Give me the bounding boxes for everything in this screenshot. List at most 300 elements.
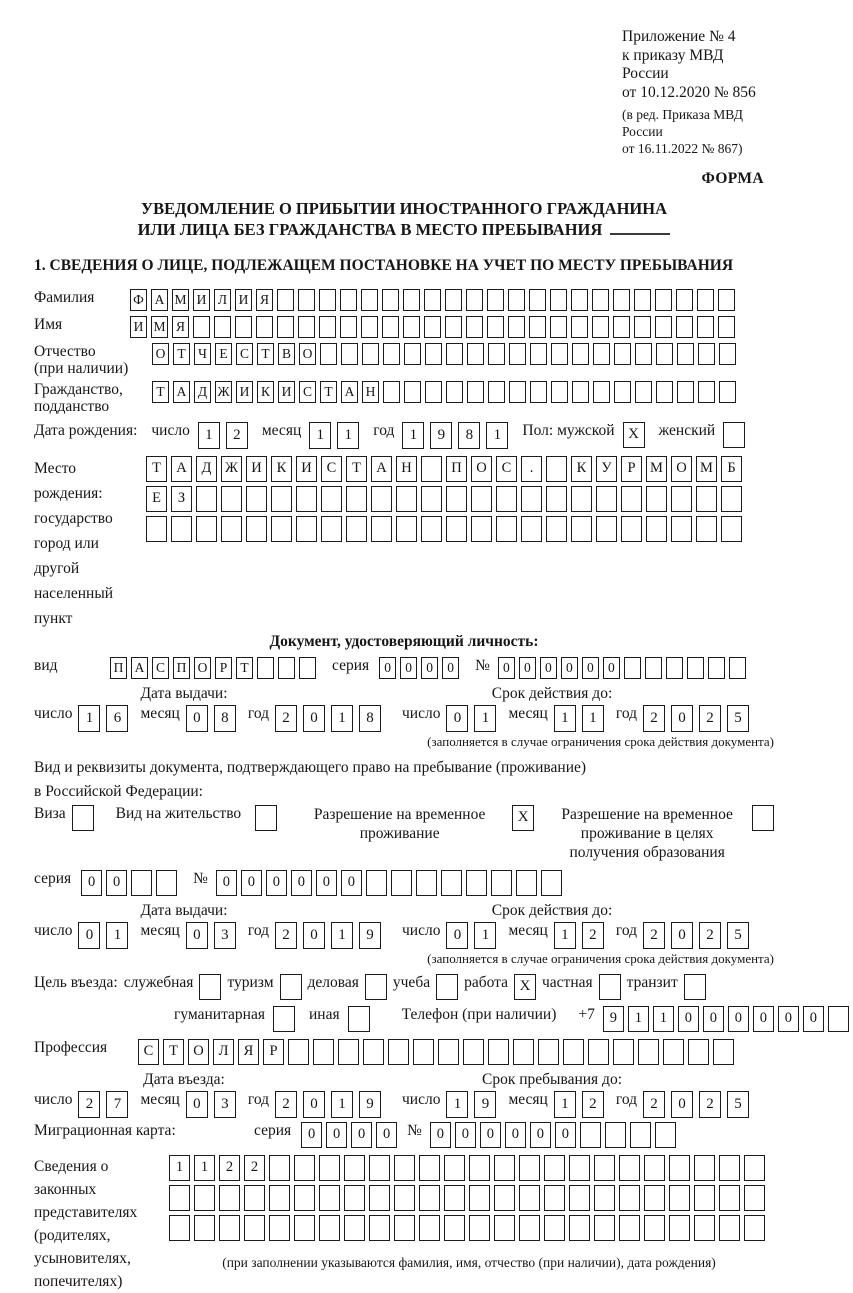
char-cell[interactable]: 1 <box>78 705 100 732</box>
char-cell[interactable]: 0 <box>303 705 325 732</box>
char-cell[interactable] <box>196 516 217 542</box>
char-cell[interactable] <box>394 1155 415 1181</box>
char-cell[interactable] <box>655 289 672 311</box>
checkbox-private[interactable] <box>599 974 621 1000</box>
char-cell[interactable]: 1 <box>169 1155 190 1181</box>
char-cell[interactable] <box>444 1155 465 1181</box>
char-cell[interactable]: О <box>471 456 492 482</box>
char-cell[interactable] <box>382 316 399 338</box>
char-cell[interactable]: 0 <box>498 657 515 679</box>
char-cell[interactable] <box>494 1215 515 1241</box>
char-cell[interactable]: М <box>646 456 667 482</box>
char-cell[interactable] <box>656 381 673 403</box>
char-cell[interactable] <box>338 1039 359 1065</box>
char-cell[interactable] <box>644 1215 665 1241</box>
char-cell[interactable] <box>296 516 317 542</box>
char-cell[interactable]: 1 <box>198 422 220 449</box>
char-cell[interactable] <box>369 1215 390 1241</box>
char-cell[interactable] <box>277 316 294 338</box>
char-cell[interactable] <box>278 657 295 679</box>
char-cell[interactable] <box>294 1155 315 1181</box>
char-cell[interactable] <box>614 381 631 403</box>
char-cell[interactable] <box>446 381 463 403</box>
checkbox-temp-residence-edu[interactable] <box>752 805 774 831</box>
char-cell[interactable] <box>596 516 617 542</box>
char-cell[interactable] <box>421 486 442 512</box>
char-cell[interactable] <box>721 516 742 542</box>
char-cell[interactable] <box>696 486 717 512</box>
char-cell[interactable] <box>421 456 442 482</box>
char-cell[interactable] <box>671 486 692 512</box>
char-cell[interactable] <box>677 343 694 365</box>
char-cell[interactable]: 0 <box>678 1006 699 1032</box>
char-cell[interactable] <box>396 516 417 542</box>
char-cell[interactable]: 0 <box>186 1091 208 1118</box>
char-cell[interactable]: Л <box>213 1039 234 1065</box>
char-cell[interactable] <box>413 1039 434 1065</box>
char-cell[interactable] <box>596 486 617 512</box>
char-cell[interactable]: К <box>571 456 592 482</box>
char-cell[interactable] <box>669 1185 690 1211</box>
char-cell[interactable] <box>508 289 525 311</box>
char-cell[interactable]: 0 <box>728 1006 749 1032</box>
char-cell[interactable] <box>635 381 652 403</box>
char-cell[interactable] <box>569 1215 590 1241</box>
char-cell[interactable] <box>321 486 342 512</box>
char-cell[interactable]: 2 <box>78 1091 100 1118</box>
char-cell[interactable] <box>269 1215 290 1241</box>
char-cell[interactable]: П <box>173 657 190 679</box>
char-cell[interactable] <box>156 870 177 896</box>
char-cell[interactable] <box>171 516 192 542</box>
char-cell[interactable] <box>624 657 641 679</box>
char-cell[interactable] <box>466 870 487 896</box>
char-cell[interactable]: 8 <box>458 422 480 449</box>
char-cell[interactable]: И <box>278 381 295 403</box>
char-cell[interactable] <box>619 1185 640 1211</box>
char-cell[interactable]: 0 <box>303 1091 325 1118</box>
char-cell[interactable] <box>446 343 463 365</box>
char-cell[interactable] <box>463 1039 484 1065</box>
char-cell[interactable] <box>646 516 667 542</box>
char-cell[interactable] <box>530 343 547 365</box>
char-cell[interactable] <box>219 1185 240 1211</box>
char-cell[interactable]: Ж <box>215 381 232 403</box>
char-cell[interactable]: 2 <box>643 705 665 732</box>
char-cell[interactable] <box>496 516 517 542</box>
char-cell[interactable] <box>169 1185 190 1211</box>
char-cell[interactable]: 0 <box>778 1006 799 1032</box>
char-cell[interactable] <box>319 1185 340 1211</box>
char-cell[interactable]: О <box>299 343 316 365</box>
char-cell[interactable] <box>546 486 567 512</box>
char-cell[interactable] <box>551 343 568 365</box>
char-cell[interactable]: 1 <box>554 1091 576 1118</box>
char-cell[interactable]: 2 <box>275 1091 297 1118</box>
char-cell[interactable] <box>621 486 642 512</box>
char-cell[interactable] <box>619 1155 640 1181</box>
char-cell[interactable]: Я <box>238 1039 259 1065</box>
char-cell[interactable]: 9 <box>603 1006 624 1032</box>
char-cell[interactable]: 3 <box>214 922 236 949</box>
char-cell[interactable] <box>488 343 505 365</box>
char-cell[interactable] <box>828 1006 849 1032</box>
char-cell[interactable] <box>513 1039 534 1065</box>
checkbox-visa[interactable] <box>72 805 94 831</box>
checkbox-temp-residence[interactable]: X <box>512 805 534 831</box>
char-cell[interactable] <box>669 1155 690 1181</box>
char-cell[interactable] <box>419 1185 440 1211</box>
char-cell[interactable]: 0 <box>379 657 396 679</box>
char-cell[interactable] <box>719 343 736 365</box>
char-cell[interactable] <box>383 343 400 365</box>
char-cell[interactable] <box>296 486 317 512</box>
char-cell[interactable] <box>530 381 547 403</box>
checkbox-female[interactable] <box>723 422 745 448</box>
char-cell[interactable]: Т <box>173 343 190 365</box>
char-cell[interactable]: Я <box>172 316 189 338</box>
char-cell[interactable] <box>369 1185 390 1211</box>
char-cell[interactable] <box>371 516 392 542</box>
char-cell[interactable]: Т <box>163 1039 184 1065</box>
char-cell[interactable]: И <box>236 381 253 403</box>
char-cell[interactable] <box>594 1215 615 1241</box>
char-cell[interactable]: П <box>446 456 467 482</box>
char-cell[interactable] <box>320 343 337 365</box>
char-cell[interactable]: 9 <box>359 922 381 949</box>
char-cell[interactable] <box>219 1215 240 1241</box>
char-cell[interactable] <box>698 343 715 365</box>
char-cell[interactable] <box>666 657 683 679</box>
char-cell[interactable] <box>441 870 462 896</box>
char-cell[interactable]: 1 <box>402 422 424 449</box>
char-cell[interactable]: 0 <box>442 657 459 679</box>
char-cell[interactable] <box>509 343 526 365</box>
char-cell[interactable] <box>508 316 525 338</box>
char-cell[interactable] <box>382 289 399 311</box>
char-cell[interactable] <box>419 1155 440 1181</box>
char-cell[interactable] <box>713 1039 734 1065</box>
char-cell[interactable]: Б <box>721 456 742 482</box>
char-cell[interactable] <box>221 516 242 542</box>
char-cell[interactable] <box>708 657 725 679</box>
char-cell[interactable] <box>644 1155 665 1181</box>
char-cell[interactable] <box>294 1185 315 1211</box>
char-cell[interactable] <box>630 1122 651 1148</box>
char-cell[interactable] <box>361 289 378 311</box>
char-cell[interactable] <box>491 870 512 896</box>
char-cell[interactable]: 0 <box>186 705 208 732</box>
checkbox-official[interactable] <box>199 974 221 1000</box>
char-cell[interactable]: К <box>257 381 274 403</box>
char-cell[interactable]: О <box>671 456 692 482</box>
char-cell[interactable]: А <box>151 289 168 311</box>
char-cell[interactable] <box>519 1185 540 1211</box>
checkbox-tourism[interactable] <box>280 974 302 1000</box>
char-cell[interactable]: О <box>194 657 211 679</box>
char-cell[interactable] <box>546 456 567 482</box>
char-cell[interactable] <box>362 343 379 365</box>
char-cell[interactable]: 0 <box>540 657 557 679</box>
char-cell[interactable] <box>416 870 437 896</box>
char-cell[interactable] <box>593 343 610 365</box>
char-cell[interactable] <box>466 289 483 311</box>
char-cell[interactable] <box>519 1215 540 1241</box>
char-cell[interactable] <box>444 1215 465 1241</box>
char-cell[interactable] <box>363 1039 384 1065</box>
char-cell[interactable] <box>621 516 642 542</box>
char-cell[interactable] <box>277 289 294 311</box>
char-cell[interactable] <box>425 381 442 403</box>
char-cell[interactable] <box>638 1039 659 1065</box>
char-cell[interactable]: 0 <box>376 1122 397 1148</box>
char-cell[interactable] <box>696 516 717 542</box>
char-cell[interactable] <box>424 316 441 338</box>
char-cell[interactable] <box>544 1185 565 1211</box>
char-cell[interactable] <box>388 1039 409 1065</box>
char-cell[interactable]: 2 <box>275 705 297 732</box>
char-cell[interactable] <box>519 1155 540 1181</box>
char-cell[interactable] <box>544 1155 565 1181</box>
checkbox-transit[interactable] <box>684 974 706 1000</box>
char-cell[interactable]: 0 <box>303 922 325 949</box>
char-cell[interactable]: 0 <box>430 1122 451 1148</box>
char-cell[interactable] <box>246 516 267 542</box>
char-cell[interactable]: 3 <box>214 1091 236 1118</box>
char-cell[interactable] <box>194 1215 215 1241</box>
char-cell[interactable]: Н <box>362 381 379 403</box>
char-cell[interactable]: 1 <box>474 922 496 949</box>
char-cell[interactable]: 1 <box>194 1155 215 1181</box>
char-cell[interactable] <box>340 316 357 338</box>
char-cell[interactable] <box>366 870 387 896</box>
checkbox-business[interactable] <box>365 974 387 1000</box>
char-cell[interactable]: 0 <box>480 1122 501 1148</box>
char-cell[interactable] <box>516 870 537 896</box>
char-cell[interactable] <box>344 1155 365 1181</box>
char-cell[interactable] <box>214 316 231 338</box>
char-cell[interactable] <box>698 381 715 403</box>
char-cell[interactable] <box>655 1122 676 1148</box>
char-cell[interactable] <box>469 1185 490 1211</box>
char-cell[interactable] <box>193 316 210 338</box>
char-cell[interactable]: 0 <box>803 1006 824 1032</box>
char-cell[interactable]: 0 <box>455 1122 476 1148</box>
char-cell[interactable]: К <box>271 456 292 482</box>
char-cell[interactable] <box>613 1039 634 1065</box>
char-cell[interactable] <box>676 289 693 311</box>
char-cell[interactable]: Т <box>320 381 337 403</box>
char-cell[interactable]: 2 <box>244 1155 265 1181</box>
char-cell[interactable]: 0 <box>519 657 536 679</box>
char-cell[interactable] <box>729 657 746 679</box>
char-cell[interactable] <box>298 316 315 338</box>
char-cell[interactable] <box>269 1155 290 1181</box>
char-cell[interactable] <box>487 316 504 338</box>
char-cell[interactable] <box>529 316 546 338</box>
char-cell[interactable]: А <box>171 456 192 482</box>
char-cell[interactable] <box>671 516 692 542</box>
char-cell[interactable]: М <box>696 456 717 482</box>
char-cell[interactable]: 0 <box>301 1122 322 1148</box>
char-cell[interactable] <box>634 316 651 338</box>
char-cell[interactable]: С <box>496 456 517 482</box>
char-cell[interactable]: 1 <box>331 922 353 949</box>
char-cell[interactable]: 0 <box>106 870 127 896</box>
char-cell[interactable] <box>550 289 567 311</box>
char-cell[interactable] <box>471 486 492 512</box>
char-cell[interactable]: И <box>193 289 210 311</box>
char-cell[interactable] <box>694 1215 715 1241</box>
char-cell[interactable] <box>541 870 562 896</box>
char-cell[interactable]: 2 <box>582 1091 604 1118</box>
char-cell[interactable] <box>404 343 421 365</box>
char-cell[interactable]: 0 <box>316 870 337 896</box>
char-cell[interactable] <box>466 316 483 338</box>
char-cell[interactable]: 5 <box>727 1091 749 1118</box>
char-cell[interactable] <box>467 343 484 365</box>
char-cell[interactable] <box>588 1039 609 1065</box>
char-cell[interactable] <box>580 1122 601 1148</box>
char-cell[interactable]: 2 <box>582 922 604 949</box>
char-cell[interactable] <box>244 1215 265 1241</box>
char-cell[interactable] <box>571 316 588 338</box>
char-cell[interactable] <box>605 1122 626 1148</box>
char-cell[interactable]: С <box>299 381 316 403</box>
char-cell[interactable] <box>344 1185 365 1211</box>
char-cell[interactable]: С <box>152 657 169 679</box>
char-cell[interactable] <box>394 1215 415 1241</box>
char-cell[interactable] <box>319 1215 340 1241</box>
char-cell[interactable] <box>371 486 392 512</box>
char-cell[interactable] <box>421 516 442 542</box>
char-cell[interactable] <box>719 381 736 403</box>
char-cell[interactable] <box>467 381 484 403</box>
char-cell[interactable]: Т <box>152 381 169 403</box>
char-cell[interactable] <box>487 289 504 311</box>
char-cell[interactable]: Ч <box>194 343 211 365</box>
char-cell[interactable] <box>694 1185 715 1211</box>
char-cell[interactable]: И <box>246 456 267 482</box>
char-cell[interactable] <box>235 316 252 338</box>
char-cell[interactable]: Ф <box>130 289 147 311</box>
char-cell[interactable]: 5 <box>727 705 749 732</box>
char-cell[interactable]: 0 <box>291 870 312 896</box>
char-cell[interactable] <box>494 1155 515 1181</box>
char-cell[interactable]: 8 <box>214 705 236 732</box>
char-cell[interactable] <box>361 316 378 338</box>
char-cell[interactable] <box>469 1155 490 1181</box>
checkbox-other[interactable] <box>348 1006 370 1032</box>
char-cell[interactable] <box>521 486 542 512</box>
checkbox-residence-permit[interactable] <box>255 805 277 831</box>
char-cell[interactable] <box>677 381 694 403</box>
char-cell[interactable]: 0 <box>505 1122 526 1148</box>
char-cell[interactable]: 1 <box>331 705 353 732</box>
char-cell[interactable] <box>169 1215 190 1241</box>
char-cell[interactable]: Р <box>215 657 232 679</box>
char-cell[interactable]: 1 <box>486 422 508 449</box>
char-cell[interactable] <box>719 1215 740 1241</box>
char-cell[interactable] <box>663 1039 684 1065</box>
char-cell[interactable] <box>257 657 274 679</box>
char-cell[interactable]: С <box>138 1039 159 1065</box>
char-cell[interactable] <box>446 486 467 512</box>
char-cell[interactable] <box>744 1185 765 1211</box>
char-cell[interactable]: 8 <box>359 705 381 732</box>
char-cell[interactable] <box>645 657 662 679</box>
char-cell[interactable]: 1 <box>474 705 496 732</box>
char-cell[interactable]: 0 <box>400 657 417 679</box>
char-cell[interactable] <box>494 1185 515 1211</box>
char-cell[interactable]: 0 <box>582 657 599 679</box>
char-cell[interactable] <box>396 486 417 512</box>
char-cell[interactable] <box>319 1155 340 1181</box>
char-cell[interactable]: Т <box>236 657 253 679</box>
char-cell[interactable] <box>299 657 316 679</box>
char-cell[interactable]: 2 <box>219 1155 240 1181</box>
char-cell[interactable] <box>592 316 609 338</box>
char-cell[interactable]: 1 <box>309 422 331 449</box>
char-cell[interactable] <box>438 1039 459 1065</box>
char-cell[interactable]: 9 <box>359 1091 381 1118</box>
char-cell[interactable]: Е <box>146 486 167 512</box>
char-cell[interactable]: 0 <box>753 1006 774 1032</box>
char-cell[interactable]: 0 <box>446 922 468 949</box>
char-cell[interactable]: 0 <box>216 870 237 896</box>
checkbox-male[interactable]: X <box>623 422 645 448</box>
char-cell[interactable]: А <box>131 657 148 679</box>
char-cell[interactable]: 2 <box>699 705 721 732</box>
char-cell[interactable] <box>488 381 505 403</box>
char-cell[interactable] <box>569 1185 590 1211</box>
char-cell[interactable] <box>538 1039 559 1065</box>
char-cell[interactable] <box>718 289 735 311</box>
char-cell[interactable]: А <box>371 456 392 482</box>
char-cell[interactable]: 1 <box>554 922 576 949</box>
char-cell[interactable] <box>571 486 592 512</box>
char-cell[interactable] <box>403 316 420 338</box>
char-cell[interactable] <box>744 1215 765 1241</box>
char-cell[interactable] <box>313 1039 334 1065</box>
char-cell[interactable]: Р <box>621 456 642 482</box>
char-cell[interactable]: Н <box>396 456 417 482</box>
char-cell[interactable] <box>194 1185 215 1211</box>
char-cell[interactable]: . <box>521 456 542 482</box>
char-cell[interactable]: 7 <box>106 1091 128 1118</box>
char-cell[interactable]: Я <box>256 289 273 311</box>
char-cell[interactable] <box>721 486 742 512</box>
char-cell[interactable]: 9 <box>430 422 452 449</box>
char-cell[interactable]: 2 <box>275 922 297 949</box>
char-cell[interactable] <box>687 657 704 679</box>
char-cell[interactable] <box>718 316 735 338</box>
char-cell[interactable] <box>550 316 567 338</box>
char-cell[interactable] <box>344 1215 365 1241</box>
char-cell[interactable]: 5 <box>727 922 749 949</box>
char-cell[interactable]: 0 <box>671 705 693 732</box>
char-cell[interactable]: 0 <box>186 922 208 949</box>
char-cell[interactable] <box>391 870 412 896</box>
char-cell[interactable] <box>319 316 336 338</box>
char-cell[interactable] <box>569 1155 590 1181</box>
char-cell[interactable] <box>594 1155 615 1181</box>
char-cell[interactable]: Е <box>215 343 232 365</box>
char-cell[interactable]: М <box>172 289 189 311</box>
char-cell[interactable] <box>572 381 589 403</box>
char-cell[interactable]: Л <box>214 289 231 311</box>
char-cell[interactable] <box>294 1215 315 1241</box>
